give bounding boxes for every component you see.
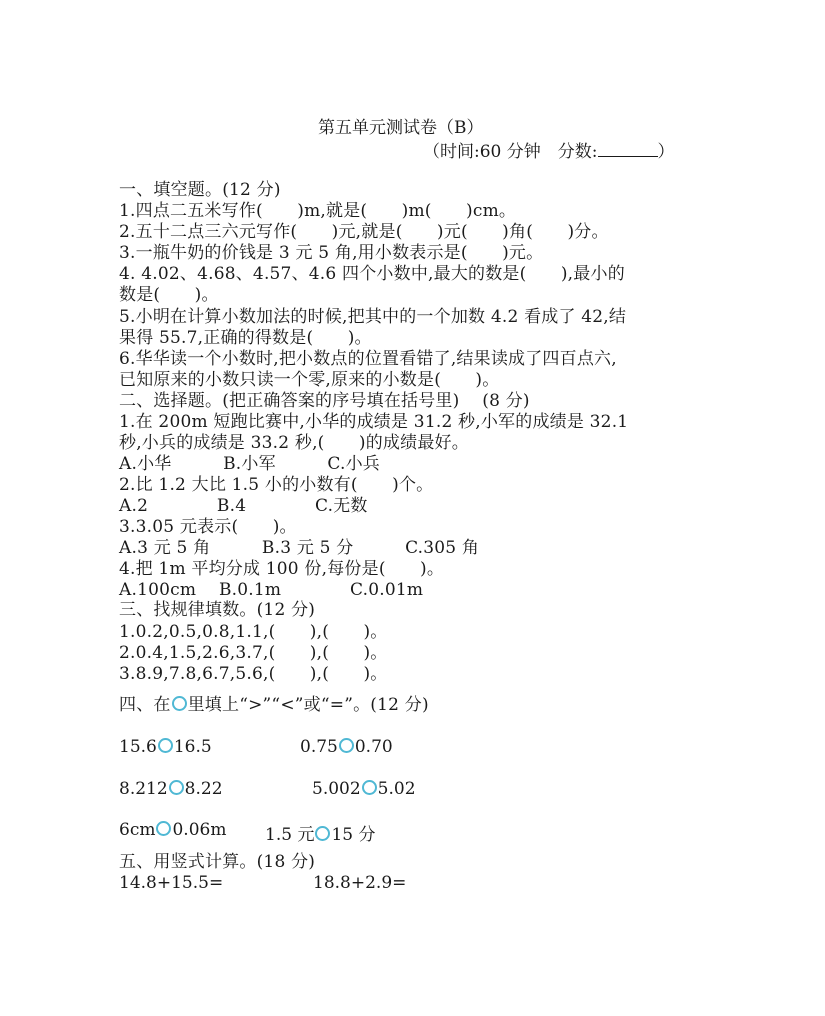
compare-left: 5.002 [312,779,361,799]
s2-line: 2.比 1.2 大比 1.5 小的小数有( )个。 [119,475,434,495]
answer-circle[interactable] [169,780,184,795]
s1-line: 1.四点二五米写作( )m,就是( )m( )cm。 [119,201,517,221]
s2-option-line: A.3 元 5 角 B.3 元 5 分 C.305 角 [119,538,480,558]
compare-left: 1.5 元 [265,825,315,845]
s1-line: 已知原来的小数只读一个零,原来的小数是( )。 [119,370,500,390]
compare-right: 8.22 [184,779,223,799]
s2-option-line: A.小华 B.小军 C.小兵 [119,454,380,474]
exam-subtitle [423,137,675,162]
compare-left: 6cm [119,820,156,840]
section-5-heading: 五、用竖式计算。(18 分) [119,852,316,872]
s1-line: 果得 55.7,正确的得数是( )。 [119,328,372,348]
section-1-heading: 一、填空题。(12 分) [119,180,281,200]
section-2-heading: 二、选择题。(把正确答案的序号填在括号里) (8 分) [119,391,530,411]
s1-line: 5.小明在计算小数加法的时候,把其中的一个加数 4.2 看成了 42,结 [119,307,627,327]
compare-left: 15.6 [119,737,157,757]
s1-line: 3.一瓶牛奶的价钱是 3 元 5 角,用小数表示是( )元。 [119,243,544,263]
s4-heading-post: 里填上“>”“<”或“=”。(12 分) [187,695,429,715]
s1-line: 数是( )。 [119,285,219,305]
calc-item: 18.8+2.9= [313,873,407,893]
answer-circle[interactable] [362,780,377,795]
s3-line: 3.8.9,7.8,6.7,5.6,( ),( )。 [119,664,388,684]
s2-option-line: A.100cm B.0.1m C.0.01m [119,580,424,600]
compare-item [300,737,393,757]
compare-item [265,820,376,845]
exam-title: 第五单元测试卷（B） [318,118,484,138]
s3-line: 1.0.2,0.5,0.8,1.1,( ),( )。 [119,622,388,642]
compare-item [119,779,223,799]
answer-circle[interactable] [315,826,330,841]
compare-right: 5.02 [377,779,416,799]
compare-right: 16.5 [173,737,212,757]
s1-line: 2.五十二点三六元写作( )元,就是( )元( )角( )分。 [119,222,609,242]
answer-circle[interactable] [339,738,354,753]
compare-right: 0.06m [172,820,227,840]
s1-line: 4. 4.02、4.68、4.57、4.6 四个小数中,最大的数是( ),最小的 [119,264,625,284]
compare-right: 15 分 [331,825,376,845]
score-blank [598,142,658,157]
compare-left: 8.212 [119,779,168,799]
section-3-heading: 三、找规律填数。(12 分) [119,600,316,620]
answer-circle[interactable] [158,738,173,753]
answer-circle[interactable] [156,821,171,836]
s2-line: 秒,小兵的成绩是 33.2 秒,( )的成绩最好。 [119,433,469,453]
compare-left: 0.75 [300,737,338,757]
s2-line: 4.把 1m 平均分成 100 份,每份是( )。 [119,559,445,579]
s1-line: 6.华华读一个小数时,把小数点的位置看错了,结果读成了四百点六, [119,349,617,369]
s3-line: 2.0.4,1.5,2.6,3.7,( ),( )。 [119,643,388,663]
compare-item [119,820,226,840]
section-4-heading [119,695,429,715]
time-score-label: （时间:60 分钟 分数: [423,142,598,162]
paren-close: ） [657,142,675,162]
compare-item [312,779,416,799]
s2-option-line: A.2 B.4 C.无数 [119,496,368,516]
circle-icon [172,696,187,711]
s2-line: 1.在 200m 短跑比赛中,小华的成绩是 31.2 秒,小军的成绩是 32.1 [119,412,629,432]
s4-heading-pre: 四、在 [119,695,171,715]
calc-item: 14.8+15.5= [119,873,224,893]
compare-item [119,737,212,757]
compare-right: 0.70 [354,737,393,757]
s2-line: 3.3.05 元表示( )。 [119,517,297,537]
